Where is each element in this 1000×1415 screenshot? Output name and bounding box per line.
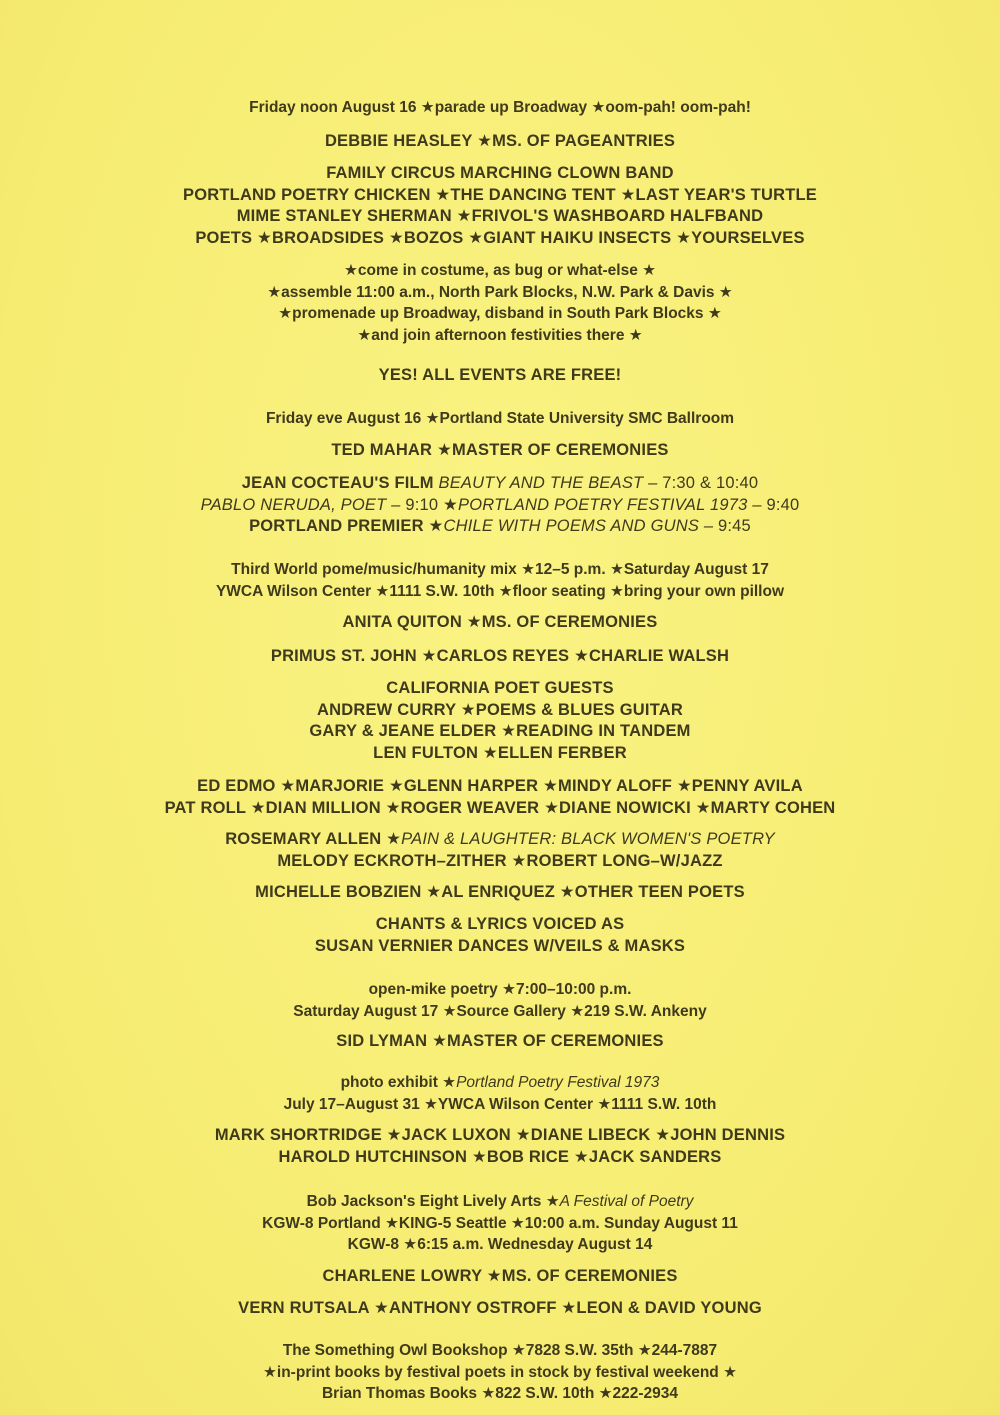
film-line-3-time: 9:45 bbox=[718, 517, 751, 535]
photographers bbox=[0, 1125, 1000, 1168]
third-world-host-wrap bbox=[0, 612, 1000, 634]
bookshop-line: ★in-print books by festival poets in stock by festival weekend ★ bbox=[263, 1363, 737, 1381]
rosemary-title: PAIN & LAUGHTER: BLACK WOMEN'S POETRY bbox=[401, 830, 775, 848]
parade-instruction: ★assemble 11:00 a.m., North Park Blocks, N.W. Park & Davis ★ bbox=[267, 283, 733, 301]
parade-act: POETS ★BROADSIDES ★BOZOS ★GIANT HAIKU INSECTS ★YOURSELVES bbox=[195, 228, 805, 247]
parade-act: MIME STANLEY SHERMAN ★FRIVOL'S WASHBOARD HALFBAND bbox=[236, 207, 764, 225]
tv-section bbox=[0, 1191, 1000, 1256]
chants-line: CHANTS & LYRICS VOICED AS bbox=[375, 915, 625, 933]
rosemary-prefix: ROSEMARY ALLEN ★ bbox=[225, 830, 402, 848]
parade-instruction: ★promenade up Broadway, disband in South Park Blocks ★ bbox=[278, 305, 722, 322]
photo-line-1 bbox=[0, 1072, 1000, 1094]
tv-line-1-prefix: Bob Jackson's Eight Lively Arts ★ bbox=[306, 1193, 560, 1210]
film-line-3-prefix: PORTLAND PREMIER ★ bbox=[249, 517, 444, 535]
film-line-2-a: PABLO NERUDA, POET – bbox=[200, 495, 406, 514]
open-mike-line-2: Saturday August 17 ★Source Gallery ★219 S.W. Ankeny bbox=[293, 1002, 707, 1020]
photographers-line: HAROLD HUTCHINSON ★BOB RICE ★JACK SANDERS bbox=[278, 1147, 722, 1166]
chants-block bbox=[0, 914, 1000, 957]
film-line-1-times: 7:30 & 10:40 bbox=[662, 474, 759, 492]
parade-date-line: Friday noon August 16 ★parade up Broadway ★oom-pah! oom-pah! bbox=[249, 99, 751, 116]
photo-section bbox=[0, 1072, 1000, 1115]
bookshops bbox=[0, 1340, 1000, 1405]
film-line-2-b: PORTLAND POETRY FESTIVAL 1973 – bbox=[458, 495, 767, 514]
tv-line-1 bbox=[0, 1191, 1000, 1213]
tv-line-3: KGW-8 ★6:15 a.m. Wednesday August 14 bbox=[347, 1236, 653, 1253]
film-line-3-title: CHILE WITH POEMS AND GUNS – bbox=[443, 517, 718, 535]
third-world-date-2: YWCA Wilson Center ★1111 S.W. 10th ★floor seating ★bring your own pillow bbox=[215, 582, 785, 600]
parade-host: DEBBIE HEASLEY ★MS. OF PAGEANTRIES bbox=[324, 132, 676, 150]
third-world-date-1: Third World pome/music/humanity mix ★12–5 p.m. ★Saturday August 17 bbox=[231, 561, 769, 578]
poets-line: PAT ROLL ★DIAN MILLION ★ROGER WEAVER ★DIANE NOWICKI ★MARTY COHEN bbox=[164, 798, 836, 817]
photo-line-2: July 17–August 31 ★YWCA Wilson Center ★1111 S.W. 10th bbox=[283, 1095, 717, 1113]
parade-act: PORTLAND POETRY CHICKEN ★THE DANCING TENT ★LAST YEAR'S TURTLE bbox=[183, 185, 817, 204]
california-guests bbox=[0, 678, 1000, 764]
open-mike-section bbox=[0, 979, 1000, 1022]
third-world-poets-1-wrap bbox=[0, 646, 1000, 668]
parade-host-wrap bbox=[0, 131, 1000, 153]
open-mike-host-wrap bbox=[0, 1031, 1000, 1053]
bookshop-line: Brian Thomas Books ★822 S.W. 10th ★222-2934 bbox=[321, 1385, 678, 1402]
film-date-line: Friday eve August 16 ★Portland State University SMC Ballroom bbox=[265, 410, 735, 427]
tv-line-1-title: A Festival of Poetry bbox=[559, 1193, 694, 1210]
third-world-host: ANITA QUITON ★MS. OF CEREMONIES bbox=[342, 613, 658, 631]
tv-line-2: KGW-8 Portland ★KING-5 Seattle ★10:00 a.m. Sunday August 11 bbox=[262, 1214, 738, 1232]
rosemary-line bbox=[0, 829, 1000, 851]
bookshop-line: The Something Owl Bookshop ★7828 S.W. 35th ★244-7887 bbox=[282, 1342, 718, 1359]
film-line-3 bbox=[0, 516, 1000, 538]
third-world-section bbox=[0, 559, 1000, 602]
tv-poets-wrap bbox=[0, 1298, 1000, 1320]
teens-wrap bbox=[0, 882, 1000, 904]
parade-acts bbox=[0, 163, 1000, 249]
free-notice-wrap bbox=[0, 365, 1000, 387]
third-world-poets-1: PRIMUS ST. JOHN ★CARLOS REYES ★CHARLIE WALSH bbox=[270, 647, 730, 665]
poets-line: ED EDMO ★MARJORIE ★GLENN HARPER ★MINDY ALOFF ★PENNY AVILA bbox=[197, 777, 803, 795]
photo-line-1-title: Portland Poetry Festival 1973 bbox=[456, 1074, 660, 1091]
parade-section bbox=[0, 97, 1000, 119]
third-world-poets-2 bbox=[0, 776, 1000, 819]
guest-line: ANDREW CURRY ★POEMS & BLUES GUITAR bbox=[317, 700, 683, 719]
film-line-2-star: ★ bbox=[438, 495, 459, 514]
tv-host-wrap bbox=[0, 1266, 1000, 1288]
melody-line: MELODY ECKROTH–ZITHER ★ROBERT LONG–W/JAZZ bbox=[277, 851, 723, 870]
film-line-2-a-time: 9:10 bbox=[405, 495, 439, 514]
film-line-1-title: BEAUTY AND THE BEAST – bbox=[438, 474, 663, 492]
film-line-2 bbox=[0, 495, 1000, 517]
film-line-1-prefix: JEAN COCTEAU'S FILM bbox=[241, 474, 439, 492]
photographers-line: MARK SHORTRIDGE ★JACK LUXON ★DIANE LIBECK ★JOHN DENNIS bbox=[214, 1126, 786, 1144]
film-section bbox=[0, 408, 1000, 430]
chants-line: SUSAN VERNIER DANCES W/VEILS & MASKS bbox=[314, 936, 686, 955]
guest-line: CALIFORNIA POET GUESTS bbox=[386, 679, 614, 697]
film-host-wrap bbox=[0, 440, 1000, 462]
film-listings bbox=[0, 473, 1000, 538]
parade-instruction: ★come in costume, as bug or what-else ★ bbox=[343, 262, 657, 279]
parade-instruction: ★and join afternoon festivities there ★ bbox=[357, 326, 643, 344]
film-line-2-b-time: 9:40 bbox=[766, 495, 800, 514]
tv-poets: VERN RUTSALA ★ANTHONY OSTROFF ★LEON & DAVID YOUNG bbox=[238, 1299, 762, 1317]
film-line-1 bbox=[0, 473, 1000, 495]
guest-line: LEN FULTON ★ELLEN FERBER bbox=[373, 743, 627, 762]
open-mike-line-1: open-mike poetry ★7:00–10:00 p.m. bbox=[368, 981, 632, 998]
film-host: TED MAHAR ★MASTER OF CEREMONIES bbox=[331, 441, 669, 459]
teens-line: MICHELLE BOBZIEN ★AL ENRIQUEZ ★OTHER TEEN POETS bbox=[255, 883, 745, 901]
parade-instructions bbox=[0, 260, 1000, 346]
guest-line: GARY & JEANE ELDER ★READING IN TANDEM bbox=[309, 722, 691, 740]
parade-act: FAMILY CIRCUS MARCHING CLOWN BAND bbox=[326, 164, 674, 182]
rosemary-block bbox=[0, 829, 1000, 872]
free-notice: YES! ALL EVENTS ARE FREE! bbox=[378, 366, 622, 384]
photo-line-1-prefix: photo exhibit ★ bbox=[340, 1074, 457, 1091]
open-mike-host: SID LYMAN ★MASTER OF CEREMONIES bbox=[336, 1032, 664, 1050]
tv-host: CHARLENE LOWRY ★MS. OF CEREMONIES bbox=[322, 1267, 678, 1285]
